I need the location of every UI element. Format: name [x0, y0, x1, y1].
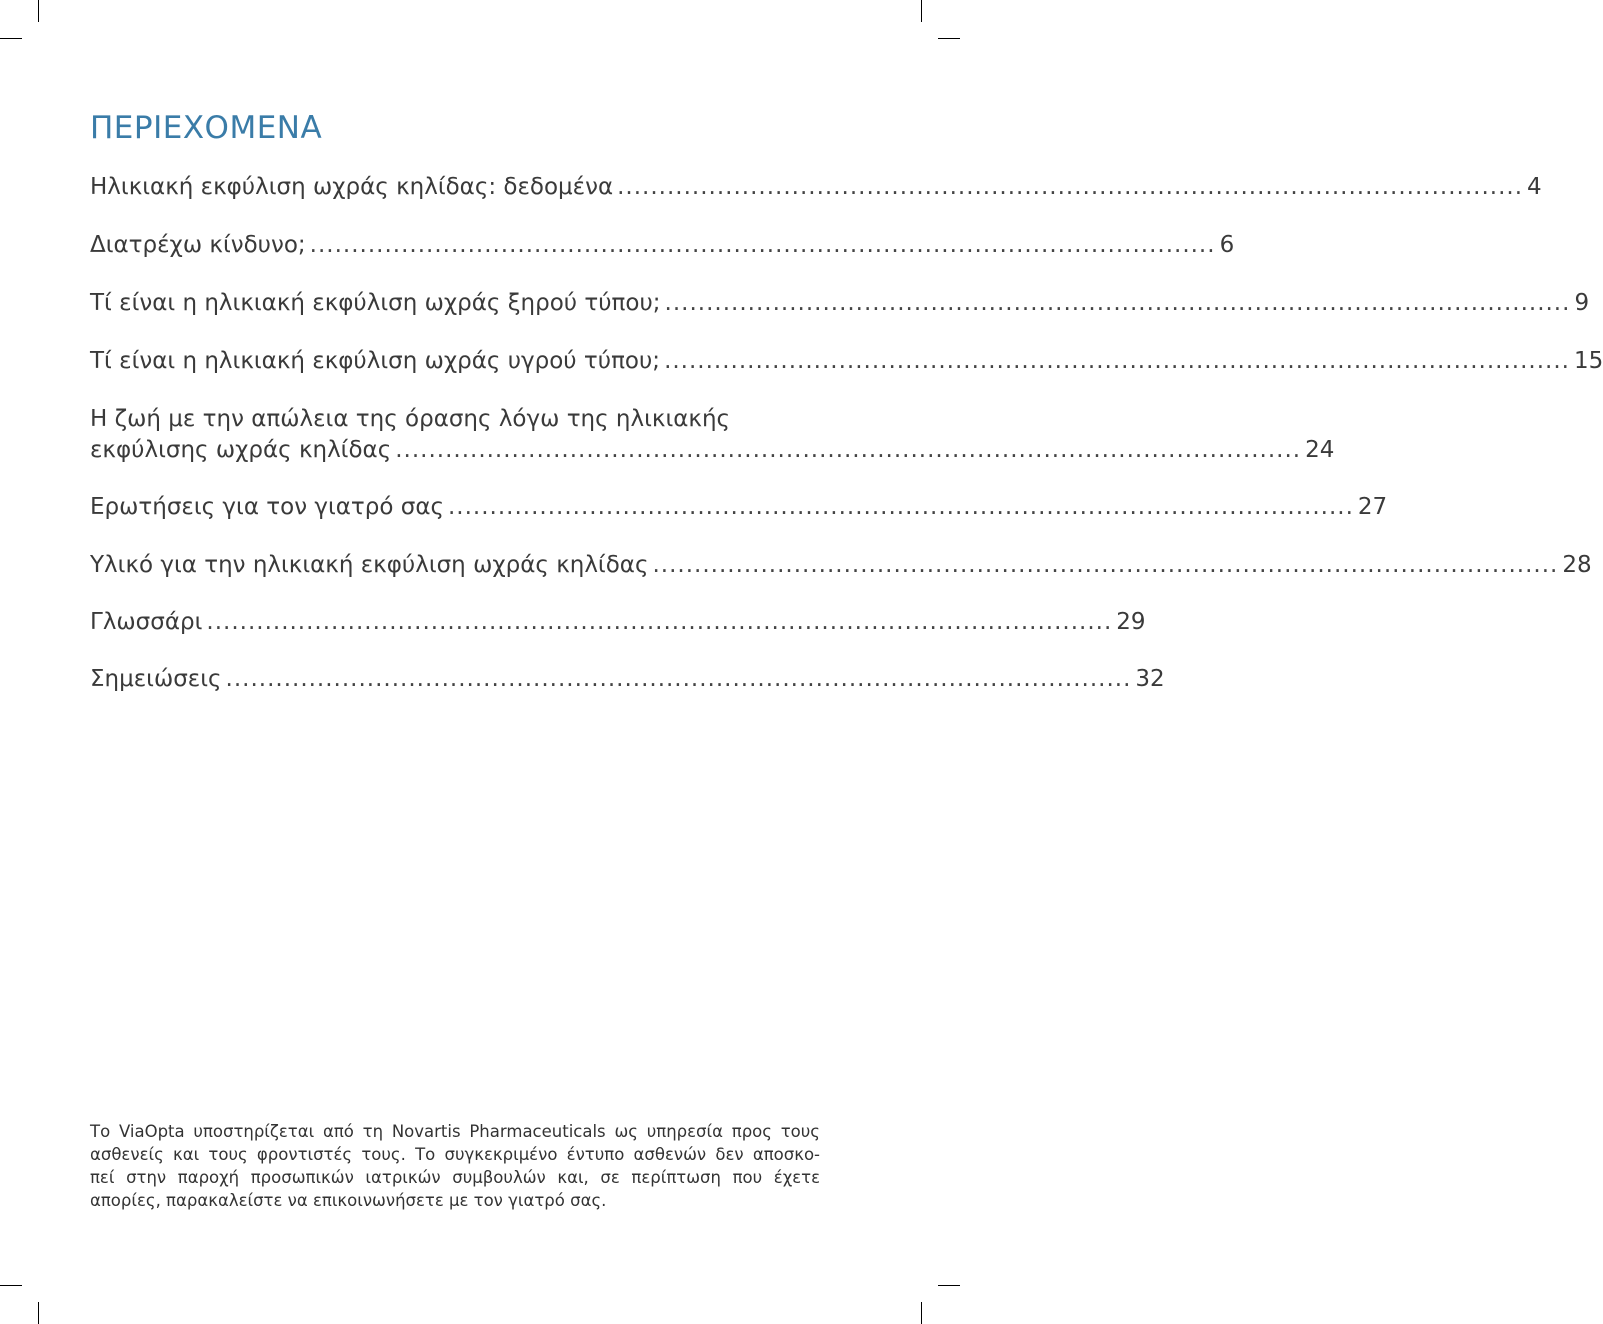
crop-mark: [938, 38, 960, 39]
toc-entry-title: Ερωτήσεις για τον γιατρό σας: [90, 494, 444, 520]
toc-entry-page: 4: [1527, 174, 1542, 200]
toc-entry-page: 15: [1573, 348, 1603, 374]
toc-entry[interactable]: [90, 607, 1146, 638]
toc-entry-page: 32: [1135, 666, 1165, 692]
toc-entry[interactable]: [90, 550, 1592, 581]
toc-entry-title: Τί είναι η ηλικιακή εκφύλιση ωχράς υγρού τύπου;: [90, 348, 661, 374]
toc-entry[interactable]: [90, 172, 1542, 203]
toc-entry-page: 29: [1116, 609, 1146, 635]
toc-leader-dots: .............................................................................................................: [617, 174, 1524, 200]
toc-entry-title: Τί είναι η ηλικιακή εκφύλιση ωχράς ξηρού τύπου;: [90, 290, 661, 316]
disclaimer-line: ασθενείς και τους φροντιστές τους. Το συγκεκριμένο έντυπο ασθενών δεν αποσκο-: [90, 1145, 820, 1164]
toc-entry-page: 27: [1357, 494, 1388, 520]
toc-leader-dots: .............................................................................................................: [664, 348, 1570, 374]
toc-entry[interactable]: [90, 346, 1603, 377]
toc-leader-dots: .............................................................................................................: [395, 437, 1302, 463]
crop-mark: [0, 38, 22, 39]
crop-mark: [0, 1285, 22, 1286]
toc-leader-dots: .............................................................................................................: [309, 232, 1216, 258]
disclaimer-text: [90, 1120, 820, 1212]
disclaimer-line: Το ViaOpta υποστηρίζεται από τη Novartis Pharmaceuticals ως υπηρεσία προς τους: [90, 1122, 820, 1141]
crop-mark: [938, 1285, 960, 1286]
toc-entry[interactable]: [90, 404, 1335, 466]
toc-entry-title: Γλωσσάρι: [90, 609, 203, 635]
toc-entry-title: Ηλικιακή εκφύλιση ωχράς κηλίδας: δεδομένα: [90, 174, 614, 200]
toc-entry-page: 28: [1562, 552, 1592, 578]
toc-entry-title-line1: Η ζωή με την απώλεια της όρασης λόγω της ηλικιακής: [90, 406, 731, 432]
toc-leader-dots: .............................................................................................................: [447, 494, 1354, 520]
page-title: ΠΕΡΙΕΧΟΜΕΝΑ: [90, 110, 323, 146]
toc-entry-title: Υλικό για την ηλικιακή εκφύλιση ωχράς κηλίδας: [90, 552, 649, 578]
crop-mark: [38, 0, 39, 22]
toc-leader-dots: .............................................................................................................: [206, 609, 1113, 635]
toc-leader-dots: .............................................................................................................: [664, 290, 1571, 316]
toc-entry-page: 9: [1574, 290, 1590, 316]
disclaimer-line: πεί στην παροχή προσωπικών ιατρικών συμβουλών και, σε περίπτωση που έχετε: [90, 1168, 820, 1187]
toc-entry-title: Σημειώσεις: [90, 666, 222, 692]
toc-entry-page: 24: [1305, 437, 1335, 463]
toc-entry[interactable]: [90, 664, 1165, 695]
toc-entry[interactable]: [90, 230, 1235, 261]
toc-entry-title: εκφύλισης ωχράς κηλίδας: [90, 437, 392, 463]
toc-entry[interactable]: [90, 288, 1590, 319]
toc-leader-dots: .............................................................................................................: [225, 666, 1132, 692]
crop-mark: [921, 0, 922, 22]
toc-entry-page: 6: [1219, 232, 1235, 258]
crop-mark: [921, 1302, 922, 1324]
crop-mark: [38, 1302, 39, 1324]
toc-entry-title: Διατρέχω κίνδυνο;: [90, 232, 306, 258]
disclaimer-line: απορίες, παρακαλείστε να επικοινωνήσετε με τον γιατρό σας.: [90, 1191, 607, 1210]
toc-entry[interactable]: [90, 492, 1388, 523]
toc-leader-dots: .............................................................................................................: [652, 552, 1559, 578]
